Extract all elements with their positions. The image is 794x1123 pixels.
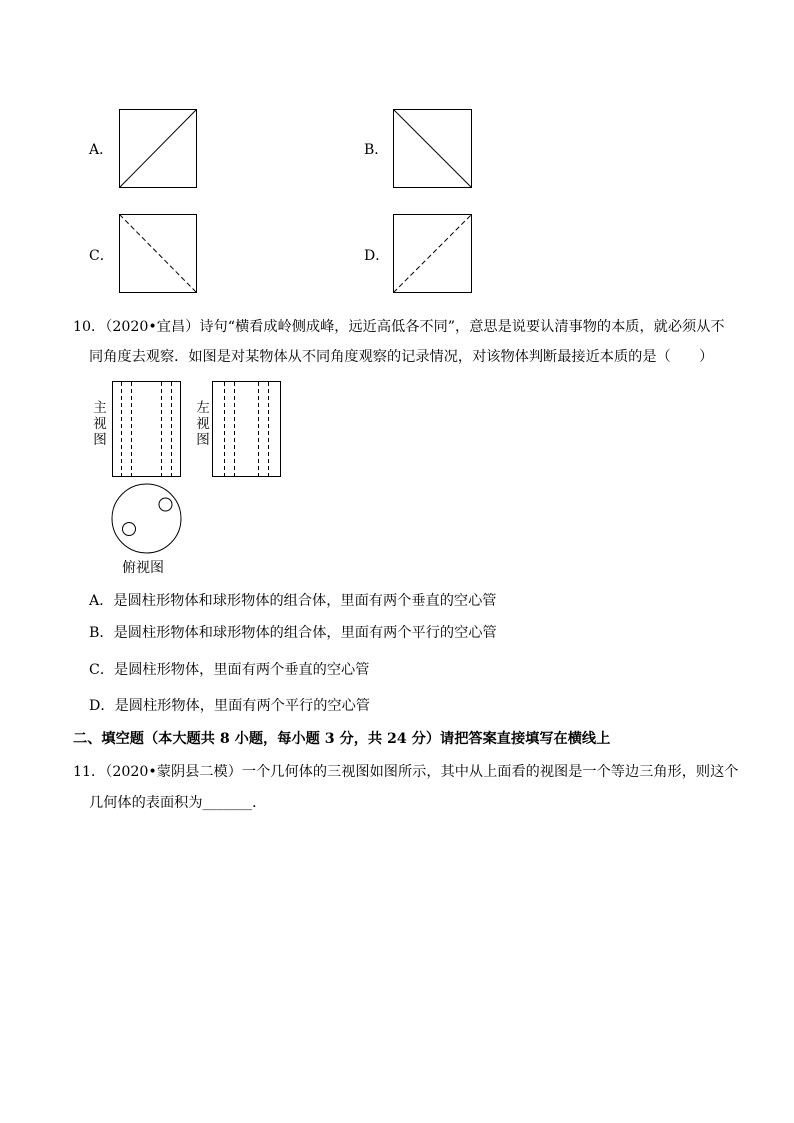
question-11-line1: 11．（2020•蒙阴县二模）一个几何体的三视图如图所示，其中从上面看的视图是一个等边三角形，则这个 — [73, 764, 739, 780]
option-a-label: A． — [89, 142, 114, 158]
question-10-option-b: B．是圆柱形物体和球形物体的组合体，里面有两个平行的空心管 — [89, 625, 497, 641]
option-b-label: B． — [364, 142, 389, 158]
question-10-option-a: A．是圆柱形物体和球形物体的组合体，里面有两个垂直的空心管 — [89, 593, 497, 609]
option-c-label: C． — [89, 248, 114, 264]
option-d-label: D． — [364, 248, 390, 264]
left-view-label: 左 视 图 — [196, 400, 210, 448]
option-c-figure — [119, 214, 197, 293]
top-view-figure — [111, 483, 183, 555]
left-view-figure — [212, 381, 282, 478]
option-a-figure — [119, 109, 197, 188]
question-10-option-c: C．是圆柱形物体，里面有两个垂直的空心管 — [89, 662, 370, 678]
option-b-figure — [393, 109, 472, 188]
question-10-line1: 10．（2020•宜昌）诗句“横看成岭侧成峰，远近高低各不同”，意思是说要认清事物的本质，就必须从不 — [73, 319, 725, 335]
front-view-figure — [112, 381, 182, 478]
option-d-figure — [393, 214, 472, 293]
question-11-line2: 几何体的表面积为_______． — [89, 795, 267, 811]
front-view-label: 主 视 图 — [93, 400, 107, 448]
question-10-line2: 同角度去观察．如图是对某物体从不同角度观察的记录情况，对该物体判断最接近本质的是（ ） — [89, 349, 714, 365]
question-10-option-d: D．是圆柱形物体，里面有两个平行的空心管 — [89, 698, 370, 714]
section-2-heading: 二、填空题（本大题共 8 小题，每小题 3 分，共 24 分）请把答案直接填写在横线上 — [73, 731, 611, 747]
top-view-label: 俯视图 — [122, 560, 164, 576]
